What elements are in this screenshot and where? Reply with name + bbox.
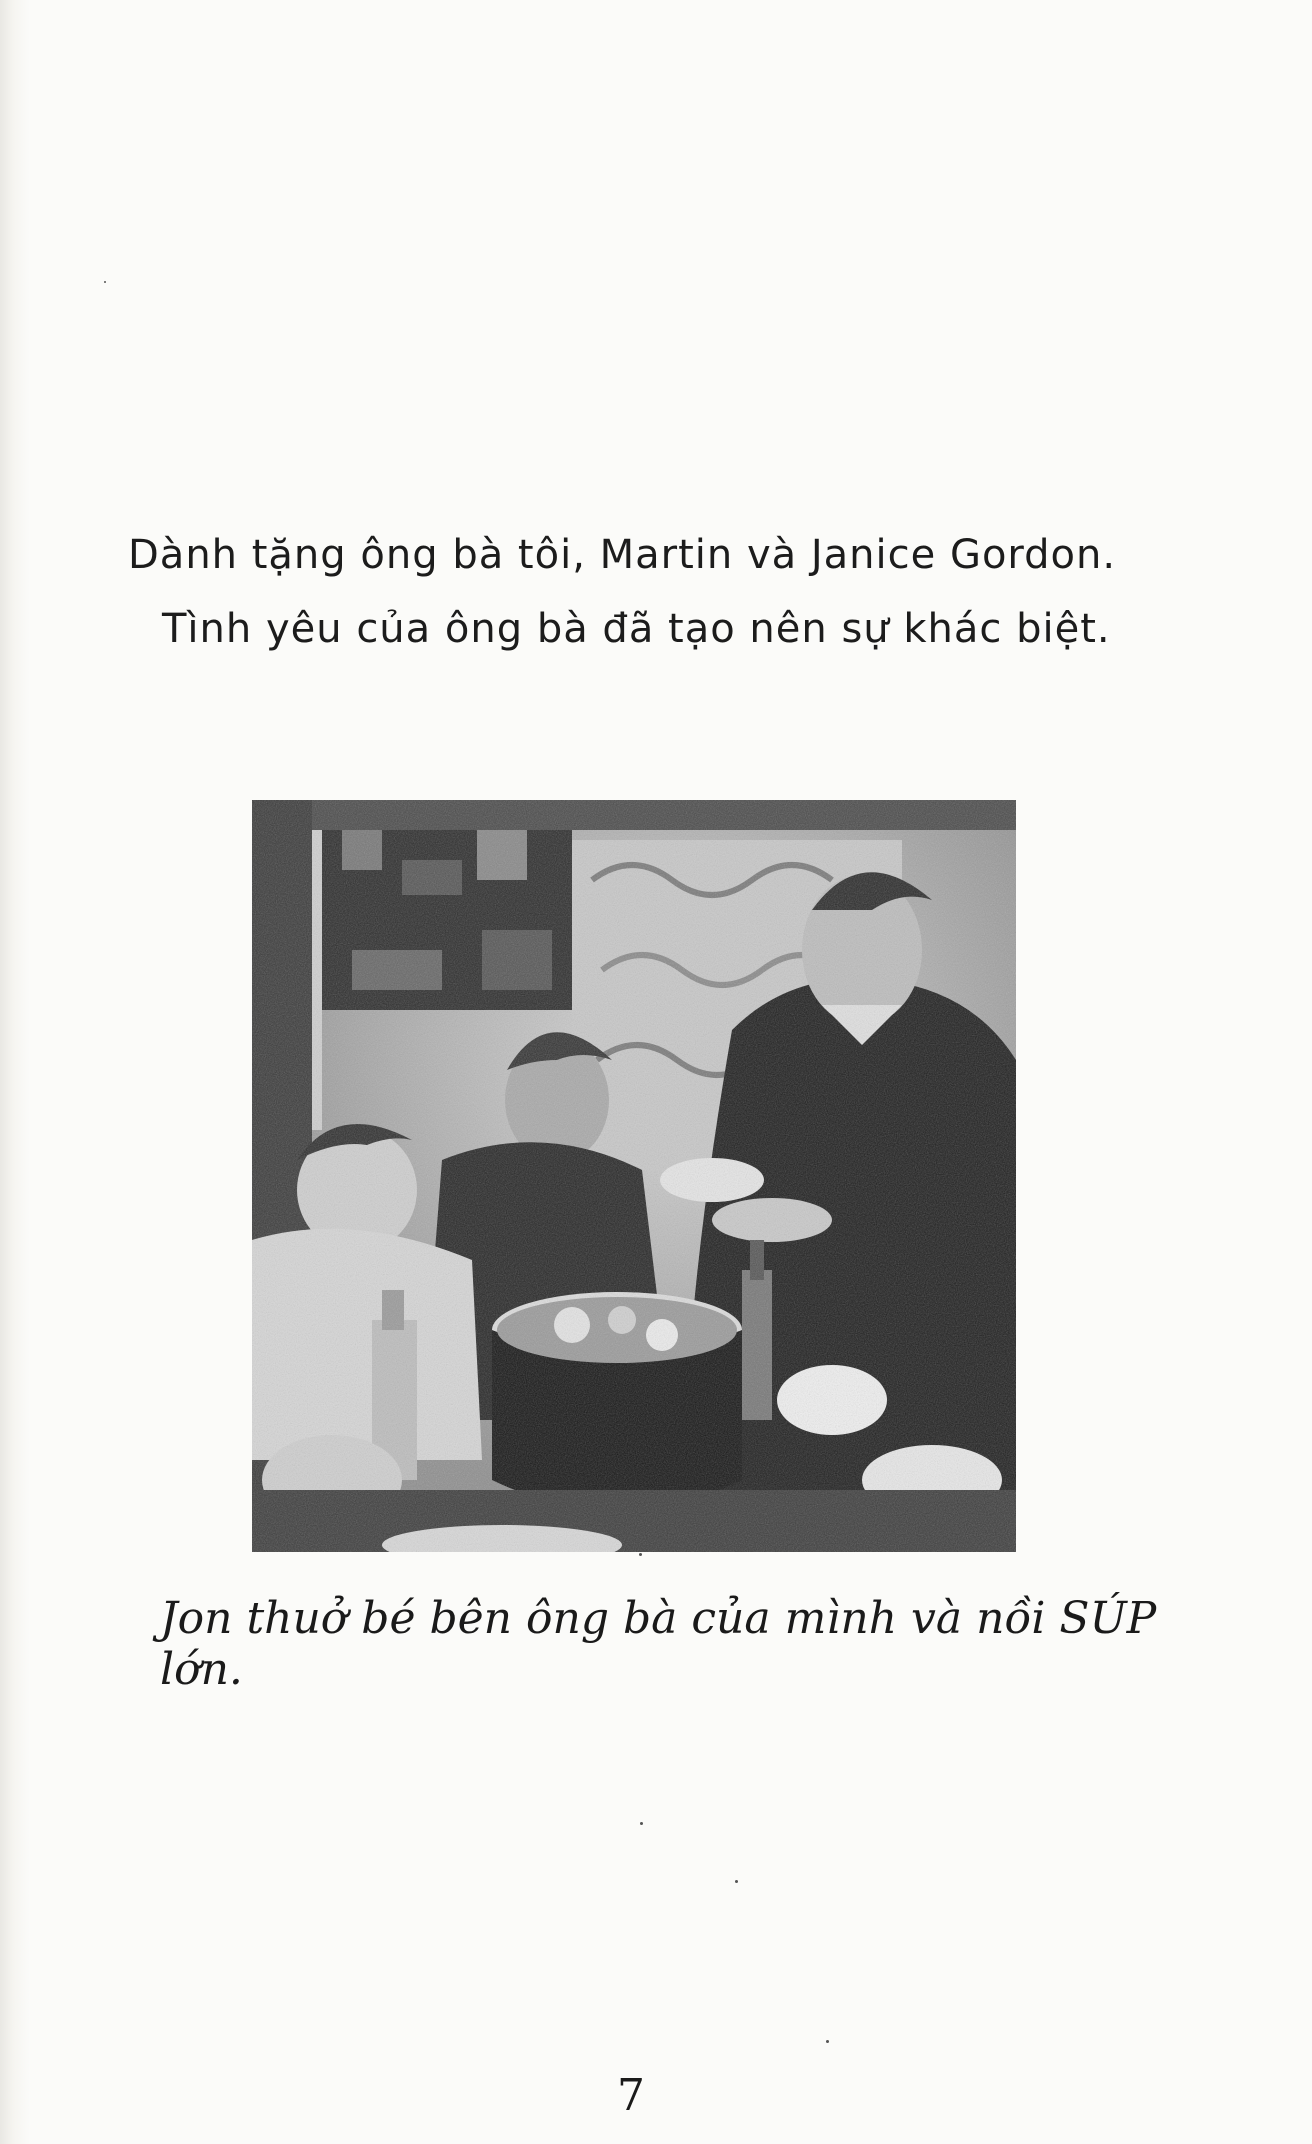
family-dinner-photo: [252, 800, 1016, 1552]
dedication-line-1: Dành tặng ông bà tôi, Martin và Janice Gordon.: [128, 532, 1117, 578]
print-speck: [826, 2040, 829, 2043]
print-speck: [640, 1822, 643, 1825]
dedication-line-2: Tình yêu của ông bà đã tạo nên sự khác biệt.: [162, 606, 1111, 652]
photo-caption: Jon thuở bé bên ông bà của mình và nồi SÚP lớn.: [160, 1593, 1157, 1695]
print-speck: [735, 1880, 738, 1883]
print-speck: [104, 281, 106, 283]
print-speck: [639, 1553, 642, 1556]
page-number: 7: [617, 2070, 645, 2121]
